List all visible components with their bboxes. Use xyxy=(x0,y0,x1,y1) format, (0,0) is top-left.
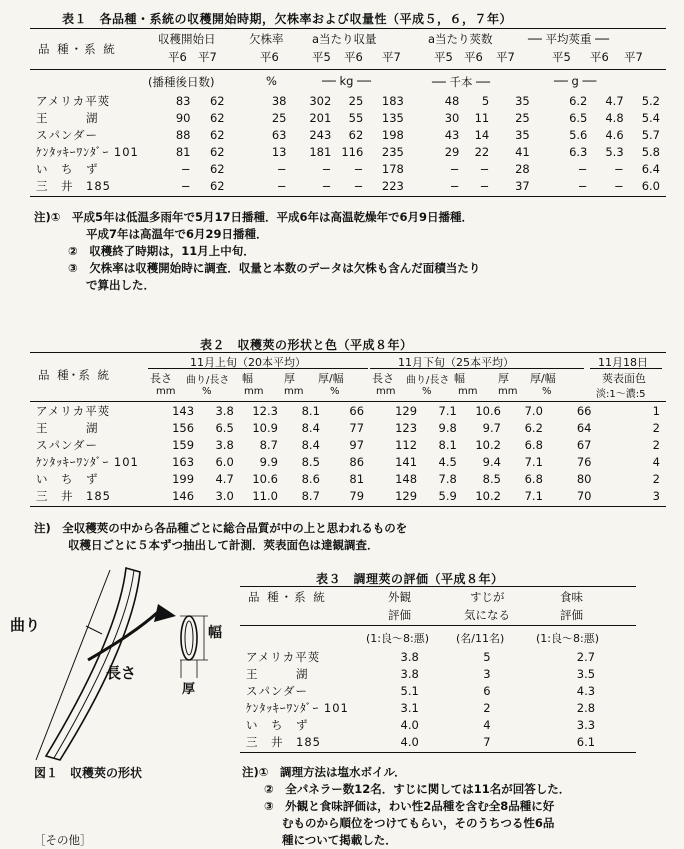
t2-u3: mm xyxy=(244,386,264,397)
variety-name: 三 井 185 xyxy=(246,734,321,749)
t3-unit3: (1:良〜8:悪) xyxy=(536,632,599,645)
table-cell: 35 xyxy=(515,93,530,108)
table1-header xyxy=(30,29,666,69)
table1-header-yield: a当たり収量 xyxy=(312,32,377,46)
table-cell: 7.1 xyxy=(524,488,543,503)
t1-h-y5a: 平5 xyxy=(312,50,331,64)
t2-h-variety: 品 種･系 統 xyxy=(38,368,112,382)
table-cell: 5.2 xyxy=(641,93,660,108)
fig1-label-length: 長さ xyxy=(106,664,137,682)
table-cell: − xyxy=(577,161,588,176)
table-cell: 6.1 xyxy=(576,734,596,749)
table-cell: 28 xyxy=(515,161,530,176)
t1-h-y6b: 平6 xyxy=(260,50,279,64)
table-cell: − xyxy=(479,178,490,193)
table-row xyxy=(240,716,636,733)
table-cell: − xyxy=(180,161,191,176)
table-cell: 11.0 xyxy=(252,488,278,503)
table-cell: − xyxy=(321,161,332,176)
table-cell: 48 xyxy=(444,93,460,108)
table-cell: 5 xyxy=(481,93,490,108)
table-cell: 116 xyxy=(341,144,364,159)
table-cell: 55 xyxy=(348,110,364,125)
t2-h-len1: 長さ xyxy=(150,372,172,385)
table-cell: 62 xyxy=(209,110,225,125)
fig1-label-width: 幅 xyxy=(208,625,222,641)
t1-unit-days: (播種後日数) xyxy=(148,75,215,89)
figure1 xyxy=(8,560,238,780)
table2-notes xyxy=(34,520,407,554)
t1-note-1: 注)① 平成5年は低温多雨年で5月17日播種．平成6年は高温乾燥年で6月9日播種． xyxy=(34,210,474,224)
table-cell: − xyxy=(614,178,624,193)
table-cell: 181 xyxy=(309,144,332,159)
t3-note-3: ③ 外観と食味評価は，わい性2品種を含む全8品種に好 xyxy=(264,799,555,813)
table-cell: − xyxy=(353,161,364,176)
table-cell: 67 xyxy=(576,437,592,452)
table3 xyxy=(240,586,636,753)
table-cell: 6.4 xyxy=(641,161,660,176)
table1-header-avgweight: ── 平均莢重 ── xyxy=(528,32,610,46)
table-cell: 4.6 xyxy=(605,127,624,142)
table-cell: 63 xyxy=(271,127,287,142)
table-cell: 9.9 xyxy=(259,454,278,469)
table-cell: 4.0 xyxy=(400,734,419,749)
table-cell: 5.1 xyxy=(400,683,419,698)
variety-name: い ち ず xyxy=(36,161,99,176)
table-cell: 6.5 xyxy=(569,110,588,125)
table-cell: 3.1 xyxy=(400,700,419,715)
table-cell: 25 xyxy=(348,93,364,108)
table-cell: 8.5 xyxy=(301,454,320,469)
table-cell: 5.9 xyxy=(438,488,457,503)
table1-header-harvest: 収穫開始日 xyxy=(158,32,216,46)
table-cell: 11 xyxy=(474,110,490,125)
table-cell: 8.6 xyxy=(301,471,320,486)
table-cell: 6.3 xyxy=(569,144,588,159)
table-cell: − xyxy=(479,161,490,176)
table-cell: 6.0 xyxy=(641,178,660,193)
t2-h-nov18: 11月18日 xyxy=(598,356,648,369)
t3-h-app: 外観 xyxy=(388,590,411,604)
t2-u1: mm xyxy=(156,386,176,397)
t3-note-1: 注)① 調理方法は塩水ボイル． xyxy=(242,765,406,779)
variety-name: 三 井 185 xyxy=(36,178,111,193)
t2-note-1: 注) 全収穫莢の中から各品種ごとに総合品質が中の上と思われるものを xyxy=(34,521,408,535)
t2-h-t1: 厚 xyxy=(284,372,295,385)
t1-h-y6d: 平6 xyxy=(464,50,483,64)
table-cell: 62 xyxy=(209,127,225,142)
table-row xyxy=(240,699,636,716)
table-row xyxy=(30,453,666,470)
table-cell: − xyxy=(180,178,191,193)
table-cell: 8.5 xyxy=(482,471,501,486)
table2-title: 表２ 収穫莢の形状と色（平成８年） xyxy=(200,338,413,352)
fig1-label-bend: 曲り xyxy=(10,616,41,634)
table-cell: 5.4 xyxy=(641,110,660,125)
t2-h-w2: 幅 xyxy=(454,372,465,385)
table-cell: 8.7 xyxy=(259,437,278,452)
t1-h-y6e: 平6 xyxy=(590,50,609,64)
table-cell: 41 xyxy=(515,144,530,159)
table-cell: 14 xyxy=(474,127,490,142)
table-cell: 2.7 xyxy=(576,649,596,664)
table-cell: 4 xyxy=(652,454,660,469)
table-cell: 235 xyxy=(381,144,404,159)
table-cell: 6.2 xyxy=(524,420,543,435)
table-cell: 64 xyxy=(576,420,592,435)
table-cell: 7.1 xyxy=(524,454,543,469)
table-cell: 3.0 xyxy=(215,488,234,503)
table-row xyxy=(30,160,666,177)
t1-h-y7d: 平7 xyxy=(624,50,643,64)
table1-title: 表１ 各品種・系統の収穫開始時期，欠株率および収量性（平成５，６，７年） xyxy=(62,12,513,26)
table-cell: 2 xyxy=(652,437,660,452)
table-cell: 79 xyxy=(349,488,365,503)
table-cell: 4.8 xyxy=(605,110,624,125)
t2-h-scale: 淡:1〜濃:5 xyxy=(596,389,646,400)
table-cell: 1 xyxy=(652,403,660,418)
t3-h-taste2: 評価 xyxy=(560,608,583,622)
t3-unit1: (1:良〜8:悪) xyxy=(366,632,429,645)
table-cell: 10.6 xyxy=(475,403,501,418)
table-cell: 3.3 xyxy=(576,717,596,732)
table-cell: 76 xyxy=(576,454,592,469)
table-cell: 143 xyxy=(172,403,195,418)
t3-h-taste: 食味 xyxy=(560,590,583,604)
table-cell: 9.4 xyxy=(482,454,501,469)
table-cell: 62 xyxy=(209,178,225,193)
table1-body xyxy=(30,92,666,194)
t2-h-late: 11月下旬（25本平均） xyxy=(398,356,514,369)
table3-title: 表３ 調理莢の評価（平成８年） xyxy=(316,572,504,586)
table-cell: 8.1 xyxy=(301,403,320,418)
table-cell: 97 xyxy=(349,437,365,452)
t2-u2: % xyxy=(202,386,212,397)
table-cell: − xyxy=(577,178,588,193)
table-cell: 2 xyxy=(652,420,660,435)
table-cell: − xyxy=(449,161,460,176)
fig1-label-thickness: 厚 xyxy=(182,682,196,697)
table-cell: 123 xyxy=(395,420,418,435)
table-cell: 10.9 xyxy=(252,420,278,435)
t1-h-y5b: 平5 xyxy=(434,50,453,64)
variety-name: 王 湖 xyxy=(36,110,99,125)
table-cell: 62 xyxy=(209,161,225,176)
variety-name: 三 井 185 xyxy=(36,488,111,503)
table-cell: 5.6 xyxy=(569,127,588,142)
table-cell: 81 xyxy=(349,471,365,486)
table-cell: − xyxy=(614,161,624,176)
table-cell: 129 xyxy=(395,403,418,418)
table-cell: 8.1 xyxy=(438,437,457,452)
t1-unit-thousand: ── 千本 ── xyxy=(432,75,491,89)
table-cell: 5 xyxy=(483,649,491,664)
table-cell: 183 xyxy=(381,93,404,108)
table-cell: 135 xyxy=(381,110,404,125)
table-row xyxy=(240,665,636,682)
table-cell: 3.8 xyxy=(215,437,234,452)
table-cell: 29 xyxy=(444,144,460,159)
table-cell: 163 xyxy=(172,454,195,469)
table-cell: 3.8 xyxy=(400,666,419,681)
table-cell: − xyxy=(449,178,460,193)
t1-h-y7b: 平7 xyxy=(382,50,401,64)
table1-notes xyxy=(34,209,480,294)
t1-h-y6a: 平6 xyxy=(168,50,187,64)
table-row xyxy=(30,177,666,194)
t1-unit-pct: % xyxy=(266,74,277,88)
table-row xyxy=(30,487,666,504)
table1-header-pods: a当たり莢数 xyxy=(428,32,493,46)
table-cell: 201 xyxy=(309,110,332,125)
table-cell: 4.7 xyxy=(215,471,234,486)
t2-u4: mm xyxy=(284,386,304,397)
table-cell: 223 xyxy=(381,178,404,193)
t3-note-5: 種について掲載した． xyxy=(282,833,397,847)
table-cell: − xyxy=(353,178,364,193)
table-row xyxy=(30,470,666,487)
table-cell: 2 xyxy=(652,471,660,486)
t2-u8: mm xyxy=(458,386,478,397)
footer-partial: ［その他］ xyxy=(34,833,92,847)
table-cell: 7.1 xyxy=(438,403,457,418)
table2 xyxy=(30,352,666,507)
table-cell: 7.8 xyxy=(438,471,457,486)
t2-h-tw1: 厚/幅 xyxy=(318,372,344,385)
table1-header-missing: 欠株率 xyxy=(249,32,284,46)
variety-name: ｹﾝﾀｯｷｰﾜﾝﾀﾞｰ 101 xyxy=(36,144,139,159)
t1-unit-g: ── g ── xyxy=(554,74,597,88)
t2-u5: % xyxy=(330,386,340,397)
table-row xyxy=(30,436,666,453)
table-cell: 302 xyxy=(309,93,332,108)
table-cell: 159 xyxy=(172,437,195,452)
t3-h-variety: 品 種・系 統 xyxy=(248,590,327,604)
table-cell: 4.0 xyxy=(400,717,419,732)
table-cell: 30 xyxy=(444,110,460,125)
table-cell: 6.8 xyxy=(524,437,543,452)
t2-h-len2: 長さ xyxy=(372,372,394,385)
table-cell: − xyxy=(276,161,287,176)
t1-h-y6c: 平6 xyxy=(344,50,363,64)
variety-name: スパンダー xyxy=(36,437,99,452)
table1 xyxy=(30,28,666,197)
t1-unit-kg: ── kg ── xyxy=(322,74,371,88)
table-row xyxy=(30,92,666,109)
table-cell: 2 xyxy=(483,700,491,715)
table-cell: 25 xyxy=(515,110,530,125)
table-cell: 6.0 xyxy=(215,454,234,469)
table-cell: 80 xyxy=(576,471,592,486)
t1-h-y7a: 平7 xyxy=(198,50,217,64)
t2-u7: % xyxy=(422,386,432,397)
t1-note-4: ③ 欠株率は収穫開始時に調査．収量と本数のデータは欠株も含んだ面積当たり xyxy=(68,261,481,275)
table-cell: 4.5 xyxy=(438,454,457,469)
t2-h-w1: 幅 xyxy=(242,372,253,385)
table-cell: 129 xyxy=(395,488,418,503)
table-cell: 4 xyxy=(483,717,491,732)
table-cell: − xyxy=(321,178,332,193)
table-cell: 7.0 xyxy=(524,403,543,418)
t2-h-bend2: 曲り/長さ xyxy=(406,375,450,386)
table-cell: 112 xyxy=(395,437,418,452)
table-row xyxy=(30,419,666,436)
table-cell: 3.5 xyxy=(576,666,596,681)
table3-body xyxy=(240,648,636,750)
table-cell: 199 xyxy=(172,471,195,486)
table1-header-variety: 品 種・系 統 xyxy=(38,42,117,56)
variety-name: アメリカ平莢 xyxy=(246,649,321,664)
table-cell: 8.4 xyxy=(301,437,320,452)
table-row xyxy=(240,682,636,699)
t2-u9: mm xyxy=(498,386,518,397)
table-cell: 156 xyxy=(172,420,195,435)
table-row xyxy=(240,733,636,750)
table-cell: 13 xyxy=(271,144,287,159)
table2-body xyxy=(30,402,666,504)
table-cell: 62 xyxy=(209,144,225,159)
table-cell: 7 xyxy=(483,734,491,749)
table-cell: 9.8 xyxy=(438,420,457,435)
t2-h-bend1: 曲り/長さ xyxy=(186,375,230,386)
t2-note-2: 収穫日ごとに５本ずつ抽出して計測．莢表面色は達観調査． xyxy=(68,538,379,552)
variety-name: ｹﾝﾀｯｷｰﾜﾝﾀﾞｰ 101 xyxy=(36,454,139,469)
table-cell: 10.2 xyxy=(475,437,501,452)
t3-note-2: ② 全パネラー数12名．すじに関しては11名が回答した． xyxy=(264,782,571,796)
table-cell: 198 xyxy=(381,127,404,142)
table-row xyxy=(30,402,666,419)
table-cell: 6.5 xyxy=(215,420,234,435)
t2-h-tw2: 厚/幅 xyxy=(530,372,556,385)
figure1-caption: 図１ 収穫莢の形状 xyxy=(34,766,143,780)
table-cell: 10.2 xyxy=(475,488,501,503)
table-row xyxy=(30,109,666,126)
t3-note-4: むものから順位をつけてもらい，そのうちつる性6品 xyxy=(282,816,555,830)
table-cell: 178 xyxy=(381,161,404,176)
table-cell: 148 xyxy=(395,471,418,486)
table2-header xyxy=(30,353,666,401)
t1-note-5: で算出した． xyxy=(86,278,155,292)
t2-u10: % xyxy=(542,386,552,397)
table-cell: 66 xyxy=(349,403,365,418)
t1-h-y7c: 平7 xyxy=(496,50,515,64)
table3-header xyxy=(240,587,636,625)
table-cell: 6 xyxy=(483,683,491,698)
table-cell: 9.7 xyxy=(482,420,501,435)
table-cell: 83 xyxy=(175,93,191,108)
table-cell: 38 xyxy=(271,93,287,108)
t2-h-color: 莢表面色 xyxy=(602,372,646,385)
table-cell: 2.8 xyxy=(576,700,596,715)
table-cell: 22 xyxy=(474,144,490,159)
table-cell: 10.6 xyxy=(252,471,278,486)
variety-name: アメリカ平莢 xyxy=(36,403,111,418)
table-cell: 43 xyxy=(444,127,460,142)
table3-notes xyxy=(242,764,570,849)
table-cell: 37 xyxy=(515,178,530,193)
table-row xyxy=(30,143,666,160)
t3-h-app2: 評価 xyxy=(388,608,411,622)
t3-unit2: (名/11名) xyxy=(456,632,505,645)
t1-note-2: 平成7年は高温年で6月29日播種． xyxy=(86,227,268,241)
table-cell: 141 xyxy=(395,454,418,469)
table-cell: 3.8 xyxy=(400,649,419,664)
table-cell: 66 xyxy=(576,403,592,418)
table-cell: 4.3 xyxy=(576,683,596,698)
table-cell: 5.7 xyxy=(641,127,660,142)
t1-note-3: ② 収穫終了時期は，11月上中旬． xyxy=(68,244,255,258)
t2-h-early: 11月上旬（20本平均） xyxy=(190,356,306,369)
table-cell: 77 xyxy=(349,420,365,435)
table-cell: 4.7 xyxy=(605,93,624,108)
table-cell: 3 xyxy=(483,666,491,681)
table-cell: 62 xyxy=(348,127,364,142)
variety-name: スパンダー xyxy=(36,127,99,142)
variety-name: 王 湖 xyxy=(246,666,309,681)
table-cell: 62 xyxy=(209,93,225,108)
table-cell: 35 xyxy=(515,127,530,142)
table-cell: 12.3 xyxy=(252,403,278,418)
variety-name: い ち ず xyxy=(36,471,99,486)
table-cell: 25 xyxy=(271,110,287,125)
table-cell: 70 xyxy=(576,488,592,503)
table-cell: 5.8 xyxy=(641,144,660,159)
t3-h-str2: 気になる xyxy=(464,608,510,622)
table-cell: 5.3 xyxy=(605,144,624,159)
variety-name: アメリカ平莢 xyxy=(36,93,111,108)
variety-name: ｹﾝﾀｯｷｰﾜﾝﾀﾞｰ 101 xyxy=(246,700,349,715)
variety-name: い ち ず xyxy=(246,717,309,732)
table-cell: 8.7 xyxy=(301,488,320,503)
table-cell: 146 xyxy=(172,488,195,503)
t1-h-y5c: 平5 xyxy=(552,50,571,64)
t2-u6: mm xyxy=(376,386,396,397)
table-cell: 88 xyxy=(175,127,191,142)
table-cell: 6.8 xyxy=(524,471,543,486)
t2-h-t2: 厚 xyxy=(498,372,509,385)
table-cell: 6.2 xyxy=(569,93,588,108)
table3-units xyxy=(240,626,636,648)
table-cell: 8.4 xyxy=(301,420,320,435)
t3-h-str: すじが xyxy=(470,590,505,604)
table-cell: 3 xyxy=(652,488,660,503)
table-cell: 90 xyxy=(175,110,191,125)
table-cell: − xyxy=(276,178,287,193)
table-cell: 243 xyxy=(309,127,332,142)
table1-units xyxy=(30,70,666,92)
table-row xyxy=(30,126,666,143)
table-cell: 3.8 xyxy=(215,403,234,418)
variety-name: 王 湖 xyxy=(36,420,99,435)
table-cell: 81 xyxy=(175,144,191,159)
table-row xyxy=(240,648,636,665)
variety-name: スパンダー xyxy=(246,683,309,698)
table-cell: 86 xyxy=(349,454,365,469)
